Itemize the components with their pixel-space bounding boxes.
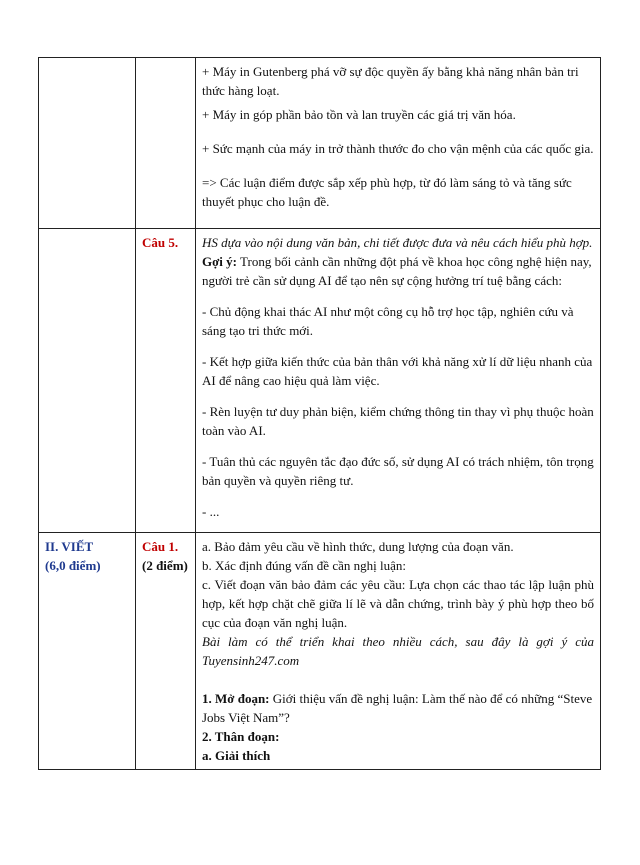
bullet-item: - Tuân thủ các nguyên tắc đạo đức số, sử dụng AI có trách nhiệm, tôn trọng bản quyền và quyền riêng tư. (202, 454, 594, 488)
argument-point: + Máy in Gutenberg phá vỡ sự độc quyền ấy bằng khả năng nhân bản tri thức hàng loạt. (202, 64, 579, 98)
question-label: Câu 1. (142, 539, 179, 554)
question-points: (2 điểm) (142, 558, 188, 573)
argument-point: + Máy in góp phần bảo tồn và lan truyền các giá trị văn hóa. (202, 107, 516, 122)
section-points: (6,0 điểm) (45, 558, 101, 573)
question-cell (136, 533, 196, 770)
requirement-c: c. Viết đoạn văn bảo đảm các yêu cầu: Lựa chọn các thao tác lập luận phù hợp, kết hợp chặt chẽ giữa lí lẽ và dẫn chứng, trình bày ý phù hợp theo bố cục của đoạn văn nghị luận. (202, 577, 594, 630)
table-row (39, 533, 601, 770)
bullet-item: - Kết hợp giữa kiến thức của bản thân với khả năng xử lí dữ liệu nhanh của AI để nâng cao hiệu quả làm việc. (202, 354, 593, 388)
argument-point: + Sức mạnh của máy in trở thành thước đo cho vận mệnh của các quốc gia. (202, 141, 594, 156)
explain-heading: a. Giải thích (202, 748, 271, 763)
section-cell (39, 533, 136, 770)
question-label: Câu 5. (142, 235, 179, 250)
opening-label: 1. Mở đoạn: (202, 691, 270, 706)
answer-cell (196, 229, 601, 533)
bullet-item: - Chủ động khai thác AI như một công cụ hỗ trợ học tập, nghiên cứu và sáng tạo tri thức mới. (202, 304, 574, 338)
body-heading: 2. Thân đoạn: (202, 729, 280, 744)
instruction-text: HS dựa vào nội dung văn bản, chi tiết được đưa và nêu cách hiểu phù hợp. (202, 235, 593, 250)
requirement-b: b. Xác định đúng vấn đề cần nghị luận: (202, 558, 406, 573)
hint-text: Trong bối cảnh cần những đột phá về khoa học công nghệ hiện nay, người trẻ cần sử dụng AI để tạo nên sự cộng hưởng trí tuệ bằng cách: (202, 254, 592, 288)
opening-paragraph (202, 689, 594, 727)
table-row (39, 229, 601, 533)
section-title: II. VIẾT (45, 539, 94, 554)
section-cell (39, 58, 136, 229)
requirement-a: a. Bảo đảm yêu cầu về hình thức, dung lượng của đoạn văn. (202, 539, 514, 554)
table-row (39, 58, 601, 229)
hint-paragraph (202, 252, 594, 290)
answer-cell (196, 58, 601, 229)
bullet-item: - Rèn luyện tư duy phản biện, kiểm chứng thông tin thay vì phụ thuộc hoàn toàn vào AI. (202, 404, 594, 438)
argument-conclusion: => Các luận điểm được sắp xếp phù hợp, từ đó làm sáng tỏ và tăng sức thuyết phục cho luận đề. (202, 175, 572, 209)
opening-text: Giới thiệu vấn đề nghị luận: Làm thế nào để có những “Steve Jobs Việt Nam”? (202, 691, 593, 725)
section-cell (39, 229, 136, 533)
question-cell (136, 229, 196, 533)
answer-cell (196, 533, 601, 770)
question-cell (136, 58, 196, 229)
hint-label: Gợi ý: (202, 254, 238, 269)
answer-table (38, 57, 601, 770)
bullet-item: - ... (202, 504, 220, 519)
note-text: Bài làm có thể triển khai theo nhiều cách, sau đây là gợi ý của Tuyensinh247.com (202, 634, 594, 668)
